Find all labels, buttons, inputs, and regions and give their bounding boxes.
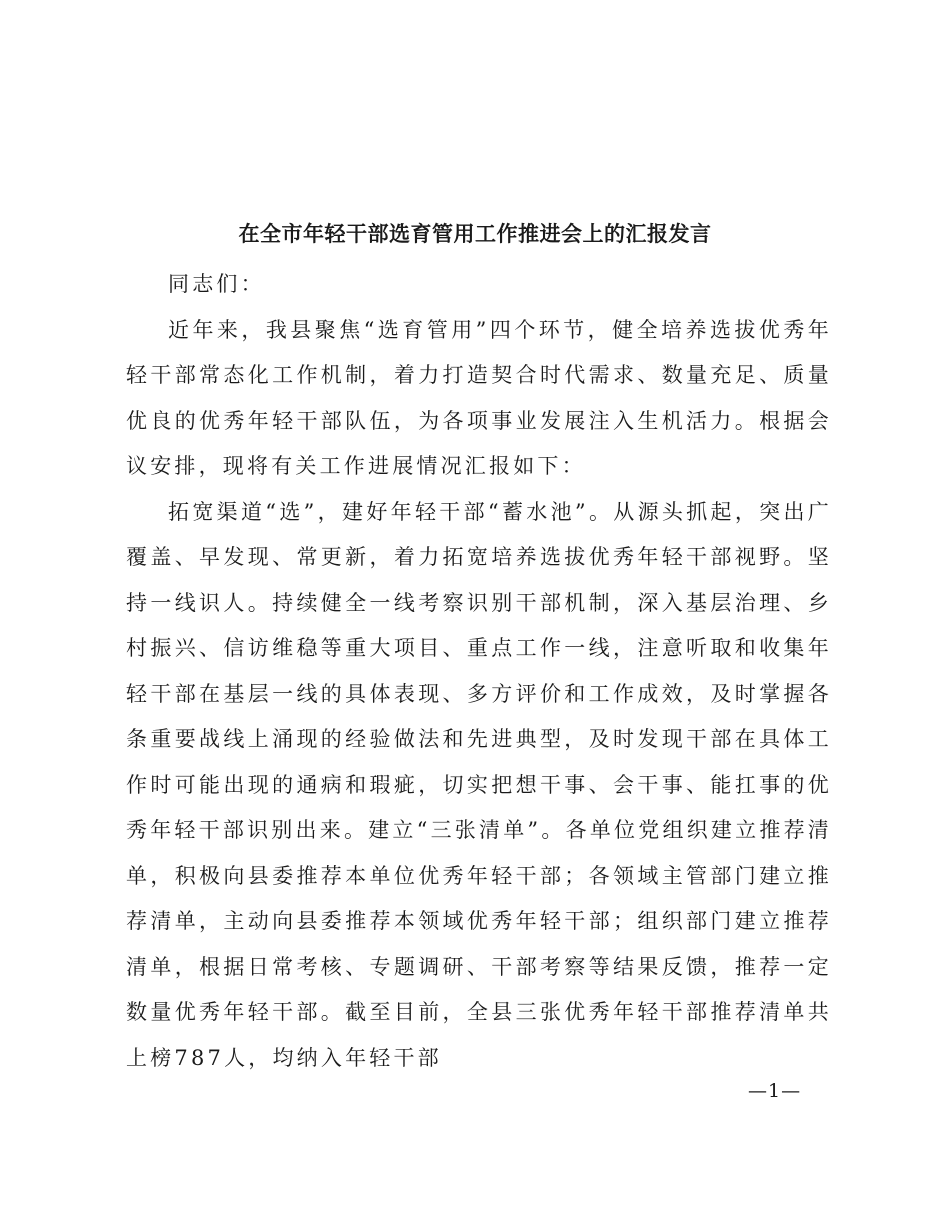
document-body — [126, 262, 832, 1081]
document-title: 在全市年轻干部选育管用工作推进会上的汇报发言 — [238, 221, 712, 246]
page-number: —1— — [748, 1080, 802, 1102]
paragraph: 拓宽渠道“选”，建好年轻干部“蓄水池”。从源头抓起，突出广覆盖、早发现、常更新，着力拓宽培养选拔优秀年轻干部视野。坚持一线识人。持续健全一线考察识别干部机制，深入基层治理、乡村振兴、信访维稳等重大项目、重点工作一线，注意听取和收集年轻干部在基层一线的具体表现、多方评价和工作成效，及时掌握各条重要战线上涌现的经验做法和先进典型，及时发现干部在具体工作时可能出现的通病和瑕疵，切实把想干事、会干事、能扛事的优秀年轻干部识别出来。建立“三张清单”。各单位党组织建立推荐清单，积极向县委推荐本单位优秀年轻干部；各领域主管部门建立推荐清单，主动向县委推荐本领域优秀年轻干部；组织部门建立推荐清单，根据日常考核、专题调研、干部考察等结果反馈，推荐一定数量优秀年轻干部。截至目前，全县三张优秀年轻干部推荐清单共上榜787人，均纳入年轻干部 — [126, 499, 832, 1070]
salutation: 同志们： — [168, 272, 265, 296]
paragraph: 近年来，我县聚焦“选育管用”四个环节，健全培养选拔优秀年轻干部常态化工作机制，着力打造契合时代需求、数量充足、质量优良的优秀年轻干部队伍，为各项事业发展注入生机活力。根据会议安排，现将有关工作进展情况汇报如下： — [126, 317, 832, 478]
